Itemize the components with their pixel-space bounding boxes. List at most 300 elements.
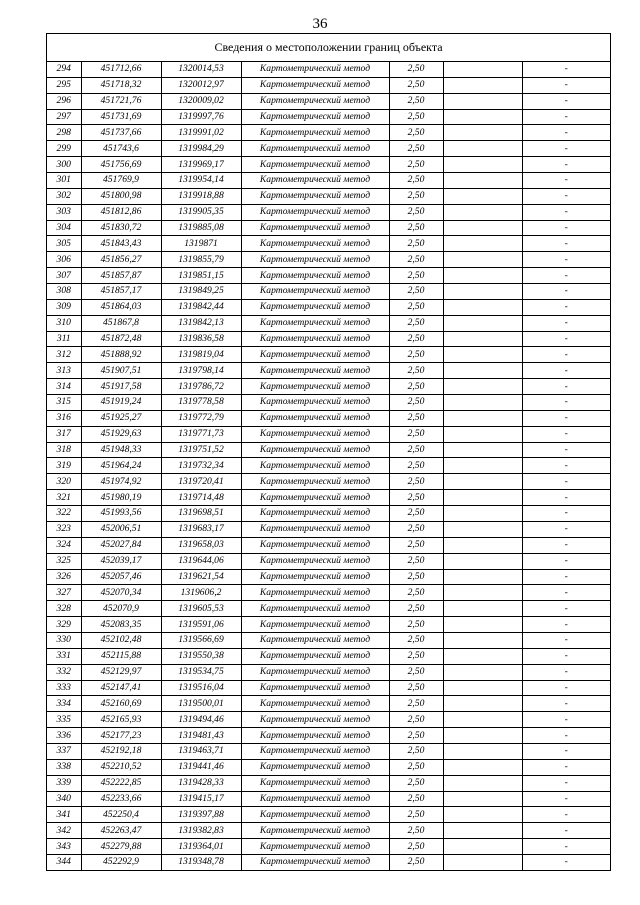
point-number: 309	[47, 299, 81, 315]
precision: 2,50	[389, 315, 443, 331]
dash-cell: -	[522, 173, 610, 189]
method: Картометрический метод	[241, 410, 389, 426]
table-title: Сведения о местоположении границ объекта	[47, 34, 610, 62]
method: Картометрический метод	[241, 617, 389, 633]
method: Картометрический метод	[241, 680, 389, 696]
dash-cell: -	[522, 585, 610, 601]
y-coordinate: 1319969,17	[161, 157, 241, 173]
table-row	[47, 585, 610, 601]
y-coordinate: 1320014,53	[161, 62, 241, 77]
x-coordinate: 451888,92	[81, 347, 161, 363]
empty-cell	[443, 664, 522, 680]
dash-cell: -	[522, 537, 610, 553]
point-number: 314	[47, 379, 81, 395]
x-coordinate: 451964,24	[81, 458, 161, 474]
dash-cell: -	[522, 204, 610, 220]
table-row	[47, 268, 610, 284]
empty-cell	[443, 252, 522, 268]
point-number: 338	[47, 759, 81, 775]
method: Картометрический метод	[241, 664, 389, 680]
empty-cell	[443, 601, 522, 617]
x-coordinate: 452292,9	[81, 854, 161, 869]
method: Картометрический метод	[241, 696, 389, 712]
point-number: 320	[47, 474, 81, 490]
x-coordinate: 452070,9	[81, 601, 161, 617]
x-coordinate: 452165,93	[81, 712, 161, 728]
method: Картометрический метод	[241, 363, 389, 379]
x-coordinate: 451712,66	[81, 62, 161, 77]
y-coordinate: 1319516,04	[161, 680, 241, 696]
empty-cell	[443, 807, 522, 823]
dash-cell: -	[522, 410, 610, 426]
y-coordinate: 1319772,79	[161, 410, 241, 426]
precision: 2,50	[389, 854, 443, 869]
empty-cell	[443, 347, 522, 363]
precision: 2,50	[389, 506, 443, 522]
y-coordinate: 1319605,53	[161, 601, 241, 617]
point-number: 306	[47, 252, 81, 268]
table-row	[47, 299, 610, 315]
empty-cell	[443, 93, 522, 109]
precision: 2,50	[389, 791, 443, 807]
dash-cell: -	[522, 268, 610, 284]
x-coordinate: 452160,69	[81, 696, 161, 712]
y-coordinate: 1319851,15	[161, 268, 241, 284]
table-row	[47, 775, 610, 791]
point-number: 305	[47, 236, 81, 252]
x-coordinate: 451731,69	[81, 109, 161, 125]
y-coordinate: 1319481,43	[161, 728, 241, 744]
precision: 2,50	[389, 807, 443, 823]
x-coordinate: 452177,23	[81, 728, 161, 744]
dash-cell: -	[522, 775, 610, 791]
x-coordinate: 452070,34	[81, 585, 161, 601]
y-coordinate: 1320012,97	[161, 77, 241, 93]
y-coordinate: 1319463,71	[161, 743, 241, 759]
x-coordinate: 451812,86	[81, 204, 161, 220]
x-coordinate: 451919,24	[81, 395, 161, 411]
table-row	[47, 759, 610, 775]
table-row	[47, 125, 610, 141]
precision: 2,50	[389, 537, 443, 553]
y-coordinate: 1319855,79	[161, 252, 241, 268]
table-row	[47, 537, 610, 553]
empty-cell	[443, 728, 522, 744]
table-row	[47, 490, 610, 506]
dash-cell: -	[522, 664, 610, 680]
y-coordinate: 1319591,06	[161, 617, 241, 633]
dash-cell: -	[522, 839, 610, 855]
x-coordinate: 452192,18	[81, 743, 161, 759]
precision: 2,50	[389, 284, 443, 300]
table-row	[47, 204, 610, 220]
dash-cell: -	[522, 791, 610, 807]
table-row	[47, 77, 610, 93]
table-row	[47, 315, 610, 331]
method: Картометрический метод	[241, 109, 389, 125]
dash-cell: -	[522, 93, 610, 109]
x-coordinate: 452129,97	[81, 664, 161, 680]
point-number: 299	[47, 141, 81, 157]
point-number: 311	[47, 331, 81, 347]
point-number: 319	[47, 458, 81, 474]
dash-cell: -	[522, 680, 610, 696]
table-row	[47, 680, 610, 696]
method: Картометрический метод	[241, 474, 389, 490]
dash-cell: -	[522, 299, 610, 315]
empty-cell	[443, 474, 522, 490]
empty-cell	[443, 173, 522, 189]
y-coordinate: 1319500,01	[161, 696, 241, 712]
method: Картометрический метод	[241, 268, 389, 284]
method: Картометрический метод	[241, 521, 389, 537]
empty-cell	[443, 791, 522, 807]
method: Картометрический метод	[241, 204, 389, 220]
y-coordinate: 1319732,34	[161, 458, 241, 474]
precision: 2,50	[389, 712, 443, 728]
point-number: 296	[47, 93, 81, 109]
precision: 2,50	[389, 632, 443, 648]
point-number: 321	[47, 490, 81, 506]
empty-cell	[443, 299, 522, 315]
method: Картометрический метод	[241, 506, 389, 522]
dash-cell: -	[522, 632, 610, 648]
empty-cell	[443, 823, 522, 839]
table-body	[47, 62, 610, 870]
precision: 2,50	[389, 442, 443, 458]
dash-cell: -	[522, 458, 610, 474]
method: Картометрический метод	[241, 395, 389, 411]
dash-cell: -	[522, 331, 610, 347]
y-coordinate: 1319658,03	[161, 537, 241, 553]
precision: 2,50	[389, 569, 443, 585]
precision: 2,50	[389, 680, 443, 696]
precision: 2,50	[389, 77, 443, 93]
x-coordinate: 452210,52	[81, 759, 161, 775]
x-coordinate: 451843,43	[81, 236, 161, 252]
x-coordinate: 451993,56	[81, 506, 161, 522]
method: Картометрический метод	[241, 442, 389, 458]
dash-cell: -	[522, 807, 610, 823]
table-row	[47, 458, 610, 474]
dash-cell: -	[522, 696, 610, 712]
y-coordinate: 1319771,73	[161, 426, 241, 442]
x-coordinate: 451907,51	[81, 363, 161, 379]
point-number: 330	[47, 632, 81, 648]
y-coordinate: 1319566,69	[161, 632, 241, 648]
method: Картометрический метод	[241, 284, 389, 300]
dash-cell: -	[522, 759, 610, 775]
precision: 2,50	[389, 157, 443, 173]
method: Картометрический метод	[241, 601, 389, 617]
precision: 2,50	[389, 696, 443, 712]
point-number: 327	[47, 585, 81, 601]
table-row	[47, 569, 610, 585]
dash-cell: -	[522, 236, 610, 252]
x-coordinate: 451718,32	[81, 77, 161, 93]
method: Картометрический метод	[241, 331, 389, 347]
x-coordinate: 452233,66	[81, 791, 161, 807]
method: Картометрический метод	[241, 728, 389, 744]
point-number: 340	[47, 791, 81, 807]
method: Картометрический метод	[241, 823, 389, 839]
precision: 2,50	[389, 347, 443, 363]
x-coordinate: 451872,48	[81, 331, 161, 347]
x-coordinate: 451737,66	[81, 125, 161, 141]
method: Картометрический метод	[241, 347, 389, 363]
table-row	[47, 712, 610, 728]
point-number: 308	[47, 284, 81, 300]
dash-cell: -	[522, 823, 610, 839]
method: Картометрический метод	[241, 426, 389, 442]
dash-cell: -	[522, 363, 610, 379]
x-coordinate: 451917,58	[81, 379, 161, 395]
dash-cell: -	[522, 62, 610, 77]
dash-cell: -	[522, 617, 610, 633]
empty-cell	[443, 854, 522, 869]
empty-cell	[443, 648, 522, 664]
precision: 2,50	[389, 521, 443, 537]
point-number: 318	[47, 442, 81, 458]
precision: 2,50	[389, 188, 443, 204]
empty-cell	[443, 62, 522, 77]
empty-cell	[443, 680, 522, 696]
method: Картометрический метод	[241, 93, 389, 109]
table-row	[47, 601, 610, 617]
y-coordinate: 1319364,01	[161, 839, 241, 855]
empty-cell	[443, 632, 522, 648]
dash-cell: -	[522, 157, 610, 173]
point-number: 339	[47, 775, 81, 791]
empty-cell	[443, 442, 522, 458]
empty-cell	[443, 759, 522, 775]
y-coordinate: 1319683,17	[161, 521, 241, 537]
dash-cell: -	[522, 252, 610, 268]
dash-cell: -	[522, 442, 610, 458]
y-coordinate: 1319698,51	[161, 506, 241, 522]
y-coordinate: 1319415,17	[161, 791, 241, 807]
empty-cell	[443, 204, 522, 220]
point-number: 341	[47, 807, 81, 823]
point-number: 315	[47, 395, 81, 411]
table-row	[47, 743, 610, 759]
table-row	[47, 395, 610, 411]
point-number: 312	[47, 347, 81, 363]
dash-cell: -	[522, 347, 610, 363]
empty-cell	[443, 617, 522, 633]
table-row	[47, 220, 610, 236]
table-row	[47, 854, 610, 869]
x-coordinate: 452006,51	[81, 521, 161, 537]
dash-cell: -	[522, 490, 610, 506]
empty-cell	[443, 490, 522, 506]
table-row	[47, 331, 610, 347]
empty-cell	[443, 458, 522, 474]
dash-cell: -	[522, 506, 610, 522]
point-number: 324	[47, 537, 81, 553]
y-coordinate: 1319534,75	[161, 664, 241, 680]
precision: 2,50	[389, 268, 443, 284]
y-coordinate: 1319397,88	[161, 807, 241, 823]
method: Картометрический метод	[241, 490, 389, 506]
x-coordinate: 451769,9	[81, 173, 161, 189]
dash-cell: -	[522, 141, 610, 157]
point-number: 300	[47, 157, 81, 173]
empty-cell	[443, 220, 522, 236]
method: Картометрический метод	[241, 791, 389, 807]
method: Картометрический метод	[241, 648, 389, 664]
point-number: 301	[47, 173, 81, 189]
table-row	[47, 632, 610, 648]
precision: 2,50	[389, 379, 443, 395]
y-coordinate: 1319606,2	[161, 585, 241, 601]
point-number: 310	[47, 315, 81, 331]
dash-cell: -	[522, 648, 610, 664]
method: Картометрический метод	[241, 759, 389, 775]
precision: 2,50	[389, 93, 443, 109]
x-coordinate: 452222,85	[81, 775, 161, 791]
empty-cell	[443, 410, 522, 426]
y-coordinate: 1319905,35	[161, 204, 241, 220]
empty-cell	[443, 157, 522, 173]
precision: 2,50	[389, 426, 443, 442]
precision: 2,50	[389, 743, 443, 759]
empty-cell	[443, 506, 522, 522]
point-number: 317	[47, 426, 81, 442]
y-coordinate: 1319348,78	[161, 854, 241, 869]
empty-cell	[443, 363, 522, 379]
table-row	[47, 474, 610, 490]
dash-cell: -	[522, 553, 610, 569]
y-coordinate: 1319714,48	[161, 490, 241, 506]
empty-cell	[443, 268, 522, 284]
dash-cell: -	[522, 569, 610, 585]
x-coordinate: 452147,41	[81, 680, 161, 696]
method: Картометрический метод	[241, 553, 389, 569]
precision: 2,50	[389, 775, 443, 791]
x-coordinate: 451721,76	[81, 93, 161, 109]
dash-cell: -	[522, 426, 610, 442]
empty-cell	[443, 521, 522, 537]
method: Картометрический метод	[241, 712, 389, 728]
point-number: 325	[47, 553, 81, 569]
point-number: 323	[47, 521, 81, 537]
point-number: 322	[47, 506, 81, 522]
dash-cell: -	[522, 521, 610, 537]
method: Картометрический метод	[241, 807, 389, 823]
method: Картометрический метод	[241, 236, 389, 252]
empty-cell	[443, 331, 522, 347]
y-coordinate: 1319997,76	[161, 109, 241, 125]
precision: 2,50	[389, 490, 443, 506]
x-coordinate: 452083,35	[81, 617, 161, 633]
y-coordinate: 1319778,58	[161, 395, 241, 411]
method: Картометрический метод	[241, 537, 389, 553]
x-coordinate: 451980,19	[81, 490, 161, 506]
precision: 2,50	[389, 141, 443, 157]
table-row	[47, 188, 610, 204]
table-row	[47, 109, 610, 125]
y-coordinate: 1319842,13	[161, 315, 241, 331]
precision: 2,50	[389, 585, 443, 601]
precision: 2,50	[389, 363, 443, 379]
point-number: 295	[47, 77, 81, 93]
table-row	[47, 664, 610, 680]
table-row	[47, 62, 610, 77]
empty-cell	[443, 775, 522, 791]
method: Картометрический метод	[241, 188, 389, 204]
point-number: 333	[47, 680, 81, 696]
table-row	[47, 521, 610, 537]
y-coordinate: 1319751,52	[161, 442, 241, 458]
method: Картометрический метод	[241, 299, 389, 315]
x-coordinate: 451857,17	[81, 284, 161, 300]
dash-cell: -	[522, 601, 610, 617]
method: Картометрический метод	[241, 585, 389, 601]
y-coordinate: 1319885,08	[161, 220, 241, 236]
empty-cell	[443, 712, 522, 728]
precision: 2,50	[389, 395, 443, 411]
dash-cell: -	[522, 728, 610, 744]
method: Картометрический метод	[241, 125, 389, 141]
method: Картометрический метод	[241, 157, 389, 173]
empty-cell	[443, 77, 522, 93]
table-row	[47, 506, 610, 522]
table-row	[47, 648, 610, 664]
precision: 2,50	[389, 458, 443, 474]
x-coordinate: 452027,84	[81, 537, 161, 553]
precision: 2,50	[389, 299, 443, 315]
precision: 2,50	[389, 125, 443, 141]
point-number: 313	[47, 363, 81, 379]
precision: 2,50	[389, 109, 443, 125]
dash-cell: -	[522, 712, 610, 728]
dash-cell: -	[522, 315, 610, 331]
precision: 2,50	[389, 331, 443, 347]
x-coordinate: 451925,27	[81, 410, 161, 426]
method: Картометрический метод	[241, 854, 389, 869]
empty-cell	[443, 284, 522, 300]
method: Картометрический метод	[241, 458, 389, 474]
precision: 2,50	[389, 220, 443, 236]
point-number: 344	[47, 854, 81, 869]
point-number: 331	[47, 648, 81, 664]
table-row	[47, 807, 610, 823]
precision: 2,50	[389, 173, 443, 189]
table-row	[47, 157, 610, 173]
precision: 2,50	[389, 410, 443, 426]
table-row	[47, 553, 610, 569]
x-coordinate: 451743,6	[81, 141, 161, 157]
page-number: 36	[312, 16, 328, 32]
x-coordinate: 451867,8	[81, 315, 161, 331]
table-row	[47, 173, 610, 189]
method: Картометрический метод	[241, 839, 389, 855]
method: Картометрический метод	[241, 77, 389, 93]
table-row	[47, 410, 610, 426]
x-coordinate: 451929,63	[81, 426, 161, 442]
point-number: 326	[47, 569, 81, 585]
empty-cell	[443, 696, 522, 712]
y-coordinate: 1319798,14	[161, 363, 241, 379]
table-row	[47, 839, 610, 855]
table-row	[47, 141, 610, 157]
precision: 2,50	[389, 839, 443, 855]
empty-cell	[443, 125, 522, 141]
table-row	[47, 442, 610, 458]
point-number: 294	[47, 62, 81, 77]
point-number: 316	[47, 410, 81, 426]
